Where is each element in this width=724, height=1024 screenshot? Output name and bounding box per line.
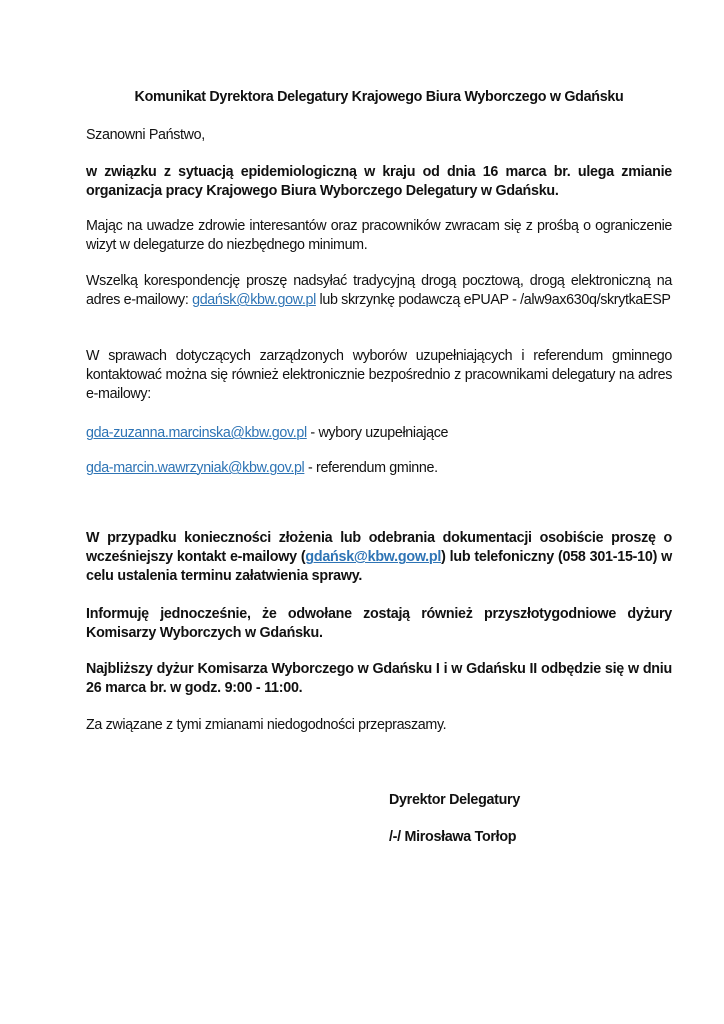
contact-email-link-marcinska[interactable]: gda-zuzanna.marcinska@kbw.gov.pl [86, 425, 307, 441]
documents-text-start: W przypadku konieczności złożenia lub odebrania dokumentacji osobiście proszę o wcześniejszy kontakt e-mailowy ( [86, 530, 672, 565]
paragraph-apology: Za związane z tymi zmianami niedogodności przepraszamy. [86, 717, 447, 733]
delegation-email-link[interactable]: gdańsk@kbw.gow.pl [192, 292, 316, 308]
paragraph-next-duty: Najbliższy dyżur Komisarza Wyborczego w Gdańsku I i w Gdańsku II odbędzie się w dniu 26 marca br. w godz. 9:00 - 11:00. [86, 661, 672, 696]
signature-name: /-/ Mirosława Torłop [389, 829, 517, 845]
paragraph-visits: Mając na uwadze zdrowie interesantów oraz pracowników zwracam się z prośbą o ograniczenie wizyt w delegaturze do niezbędnego minimum. [86, 218, 672, 253]
contact-email-link-wawrzyniak[interactable]: gda-marcin.wawrzyniak@kbw.gov.pl [86, 460, 305, 476]
greeting: Szanowni Państwo, [86, 127, 205, 143]
paragraph-correspondence [86, 272, 672, 310]
signature-role: Dyrektor Delegatury [389, 792, 520, 808]
contact-desc-referendum: - referendum gminne. [304, 460, 438, 476]
documents-email-link[interactable]: gdańsk@kbw.gow.pl [305, 549, 442, 565]
contact-line-referendum [86, 459, 672, 478]
paragraph-documents [86, 529, 672, 586]
correspondence-text-start: Wszelką korespondencję proszę nadsyłać tradycyjną drogą pocztową, drogą elektroniczną na adres e-mailowy: [86, 273, 672, 308]
paragraph-duty-cancel: Informuję jednocześnie, że odwołane zostają również przyszłotygodniowe dyżury Komisarzy Wyborczych w Gdańsku. [86, 606, 672, 641]
contact-desc-elections: - wybory uzupełniające [306, 425, 449, 441]
correspondence-text-end: lub skrzynkę podawczą ePUAP - /alw9ax630q/skrytkaESP [315, 292, 671, 308]
document-title: Komunikat Dyrektora Delegatury Krajowego Biura Wyborczego w Gdańsku [134, 89, 624, 105]
paragraph-announcement: w związku z sytuacją epidemiologiczną w kraju od dnia 16 marca br. ulega zmianie organizacja pracy Krajowego Biura Wyborczego Delegatury w Gdańsku. [86, 164, 672, 199]
documents-text-end: ) lub telefoniczny (058 301-15-10) w celu ustalenia terminu załatwienia sprawy. [86, 549, 672, 584]
paragraph-elections-contact: W sprawach dotyczących zarządzonych wyborów uzupełniających i referendum gminnego kontaktować można się również elektronicznie bezpośrednio z pracownikami delegatury na adres e-mailowy: [86, 348, 672, 402]
contact-line-elections [86, 424, 672, 443]
